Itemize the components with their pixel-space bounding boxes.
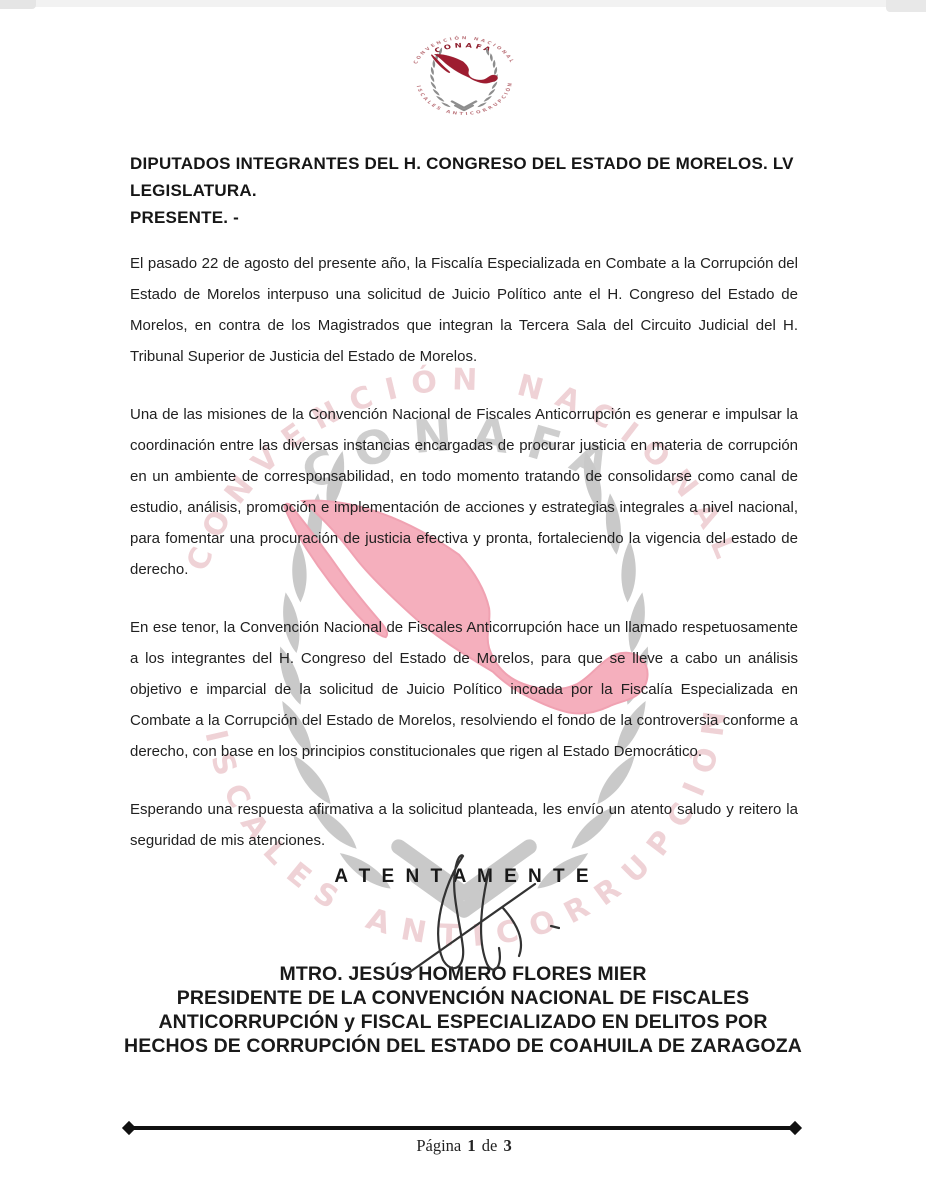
recipient-line: PRESENTE. -	[130, 208, 239, 227]
page-number-word: Página	[416, 1136, 462, 1155]
recipient-block	[130, 150, 800, 231]
paragraph-3: En ese tenor, la Convención Nacional de Fiscales Anticorrupción hace un llamado respetuosamente a los integrantes del H. Congreso del Estado de Morelos, para que se lleve a cabo un análisis objetivo e imparcial de la solicitud de Juicio Político incoada por la Fiscalía Especializada en Combate a la Corrupción del Estado de Morelos, resolviendo el fondo de la controversia conforme a derecho, con base en los principios constitucionales que rigen al Estado Democrático.	[130, 619, 798, 760]
paragraph-4: Esperando una respuesta afirmativa a la solicitud planteada, les envío un atento saludo y reitero la seguridad de mis atenciones.	[130, 801, 798, 849]
scan-artifact-top	[0, 0, 926, 7]
letter-body	[130, 248, 798, 883]
footer-divider	[128, 1126, 796, 1130]
paragraph-1: El pasado 22 de agosto del presente año, la Fiscalía Especializada en Combate a la Corrupción del Estado de Morelos interpuso una solicitud de Juicio Político ante el H. Congreso del Estado de Morelos, en contra de los Magistrados que integran la Tercera Sala del Circuito Judicial del H. Tribunal Superior de Justicia del Estado de Morelos.	[130, 255, 798, 365]
signatory-title-line: PRESIDENTE DE LA CONVENCIÓN NACIONAL DE FISCALES	[176, 987, 750, 1009]
signatory-title-line: ANTICORRUPCIÓN y FISCAL ESPECIALIZADO EN DELITOS POR	[158, 1011, 768, 1033]
handwritten-signature	[385, 848, 560, 988]
page-number	[0, 1136, 926, 1156]
scan-artifact-top-left	[0, 0, 36, 9]
signatory-name: MTRO. JESÚS HOMERO FLORES MIER	[279, 963, 647, 985]
scan-artifact-top-right	[886, 0, 926, 12]
page-number-total: 3	[503, 1136, 512, 1155]
signatory-title-line: HECHOS DE CORRUPCIÓN DEL ESTADO DE COAHUILA DE ZARAGOZA	[124, 1035, 802, 1057]
salutation: A T E N T A M E N T E	[334, 866, 592, 887]
page-number-current: 1	[467, 1136, 476, 1155]
recipient-line: LEGISLATURA.	[130, 181, 257, 200]
paragraph-2: Una de las misiones de la Convención Nacional de Fiscales Anticorrupción es generar e impulsar la coordinación entre las diversas instancias encargadas de procurar justicia en materia de corrupción en un ambiente de corresponsabilidad, en todo momento tratando de consolidarse como canal de estudio, análisis, promoción e implementación de acciones y estrategias integrales a nivel nacional, para fomentar una procuración de justicia efectiva y pronta, fortaleciendo la vigencia del estado de derecho.	[130, 406, 798, 578]
recipient-line: DIPUTADOS INTEGRANTES DEL H. CONGRESO DEL ESTADO DE MORELOS. LV	[130, 154, 794, 173]
page-number-separator: de	[481, 1136, 498, 1155]
conafa-logo	[408, 34, 520, 118]
